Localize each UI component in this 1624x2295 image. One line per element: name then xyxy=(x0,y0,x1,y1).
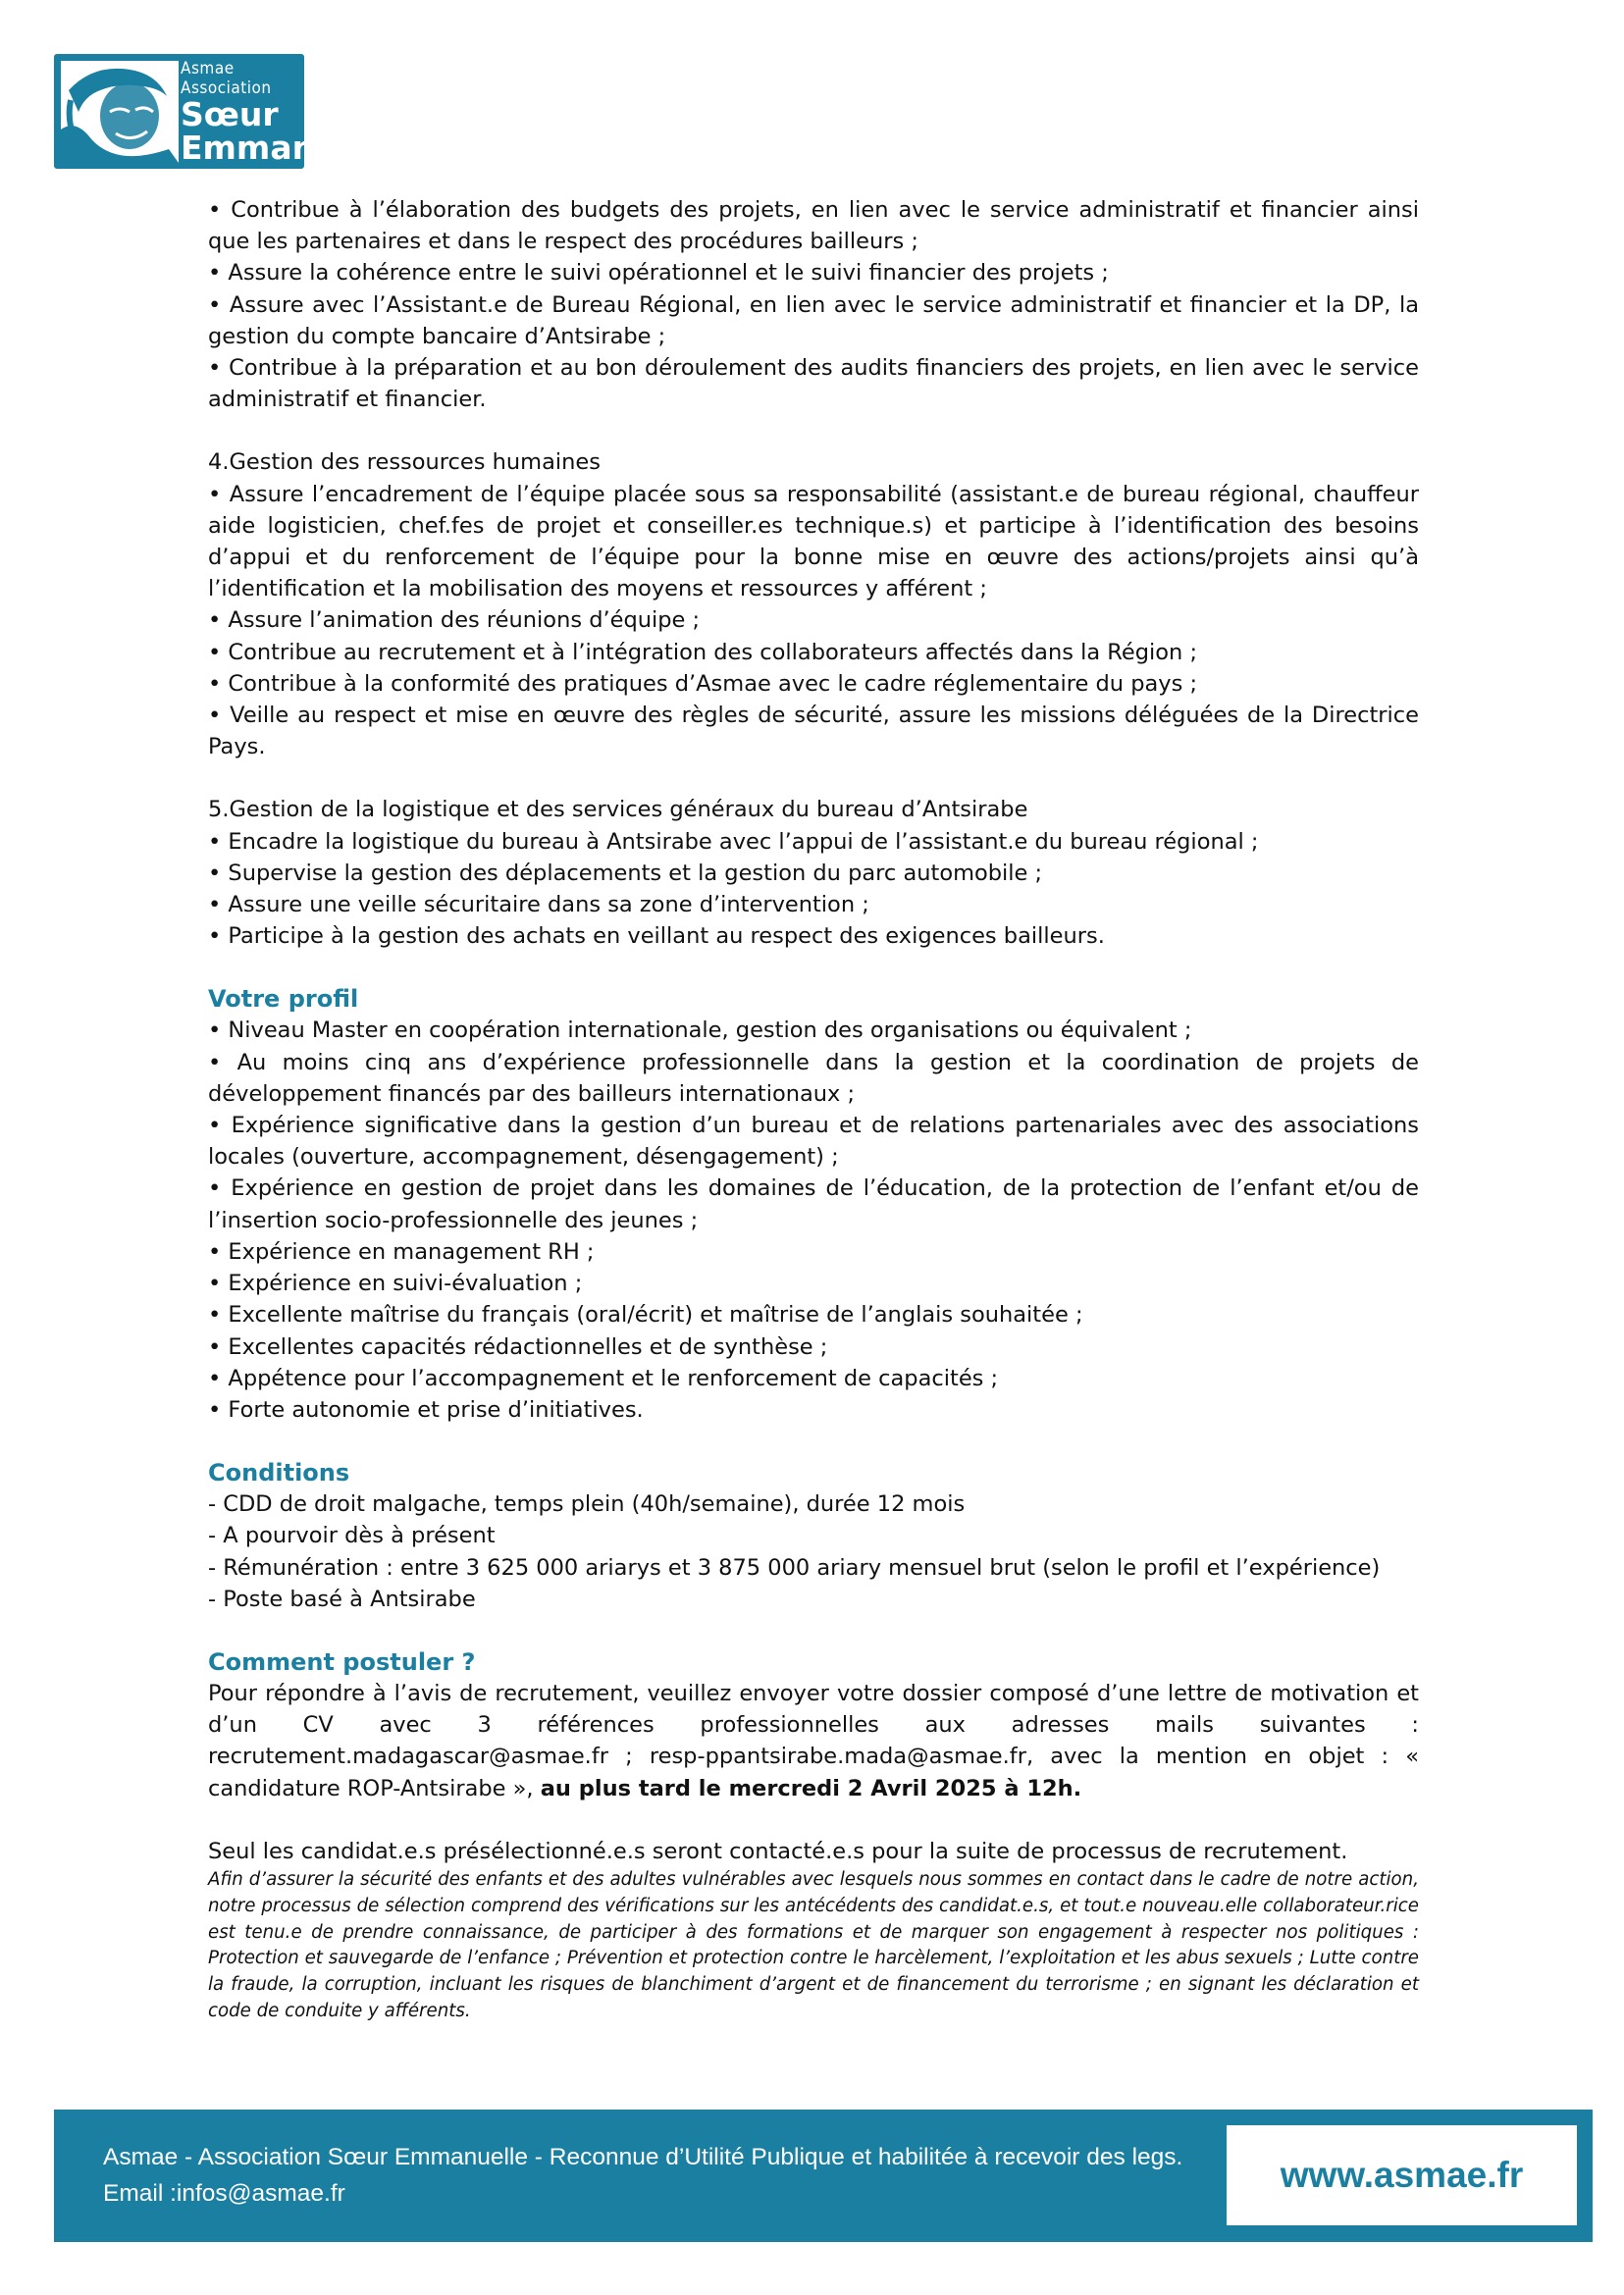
spacer xyxy=(208,415,1419,446)
footer-text xyxy=(103,2139,1182,2212)
intro-bullet: • Assure la cohérence entre le suivi opérationnel et le suivi financier des projets ; xyxy=(208,260,1109,287)
footer-bar xyxy=(54,2110,1593,2242)
footer-line-1: Asmae - Association Sœur Emmanuelle - Reconnue d’Utilité Publique et habilitée à recevoir des legs. xyxy=(103,2144,1183,2170)
conditions-item: - Rémunération : entre 3 625 000 ariarys et 3 875 000 ariary mensuel brut (selon le profil et l’expérience) xyxy=(208,1554,1381,1581)
section-4-title: 4.Gestion des ressources humaines xyxy=(208,449,601,476)
profil-item: • Excellente maîtrise du français (oral/écrit) et maîtrise de l’anglais souhaitée ; xyxy=(208,1302,1083,1329)
logo-portrait-image xyxy=(61,61,179,163)
section-4-item: • Veille au respect et mise en œuvre des règles de sécurité, assure les missions déléguées de la Directrice Pays. xyxy=(208,703,1419,760)
footer-email[interactable]: Email :infos@asmae.fr xyxy=(103,2180,345,2207)
logo-line-1: Asmae Association xyxy=(181,58,272,98)
logo-line-3: Emmanuelle xyxy=(181,128,404,167)
profil-item: • Expérience en management RH ; xyxy=(208,1238,595,1265)
preselection-note: Seul les candidat.e.s présélectionné.e.s seront contacté.e.s pour la suite de processus de recrutement. xyxy=(208,1838,1348,1864)
conditions-item: - A pourvoir dès à présent xyxy=(208,1523,496,1549)
intro-bullet: • Contribue à l’élaboration des budgets des projets, en lien avec le service administratif et financier ainsi que les partenaires et dans le respect des procédures bailleurs ; xyxy=(208,197,1419,255)
section-5-item: • Supervise la gestion des déplacements et la gestion du parc automobile ; xyxy=(208,860,1043,886)
intro-bullet: • Contribue à la préparation et au bon déroulement des audits financiers des projets, en lien avec le service administratif et financier. xyxy=(208,355,1419,413)
profil-heading: Votre profil xyxy=(208,985,359,1014)
profil-item: • Appétence pour l’accompagnement et le renforcement de capacités ; xyxy=(208,1365,999,1391)
postuler-paragraph xyxy=(208,1678,1419,1804)
profil-item: • Expérience en gestion de projet dans les domaines de l’éducation, de la protection de l’enfant et/ou de l’insertion socio-professionnelle des jeunes ; xyxy=(208,1175,1419,1233)
website-link[interactable]: www.asmae.fr xyxy=(1280,2155,1524,2195)
profil-item: • Forte autonomie et prise d’initiatives. xyxy=(208,1396,644,1423)
profil-item: • Expérience en suivi-évaluation ; xyxy=(208,1271,583,1297)
profil-item: • Niveau Master en coopération internationale, gestion des organisations ou équivalent ; xyxy=(208,1017,1192,1044)
profil-item: • Expérience significative dans la gestion d’un bureau et de relations partenariales avec des associations locales (ouverture, accompagnement, désengagement) ; xyxy=(208,1113,1419,1171)
section-4-item: • Contribue au recrutement et à l’intégration des collaborateurs affectés dans la Région ; xyxy=(208,639,1198,665)
postuler-heading: Comment postuler ? xyxy=(208,1647,476,1676)
section-5-item: • Assure une veille sécuritaire dans sa zone d’intervention ; xyxy=(208,892,869,918)
section-5-title: 5.Gestion de la logistique et des services généraux du bureau d’Antsirabe xyxy=(208,797,1028,823)
logo-text xyxy=(181,58,404,167)
conditions-item: - CDD de droit malgache, temps plein (40h/semaine), durée 12 mois xyxy=(208,1491,966,1518)
section-5-item: • Participe à la gestion des achats en veillant au respect des exigences bailleurs. xyxy=(208,923,1105,950)
section-4-item: • Assure l’animation des réunions d’équipe ; xyxy=(208,607,701,634)
footer-url-box xyxy=(1227,2125,1577,2225)
postuler-text: Pour répondre à l’avis de recrutement, veuillez envoyer votre dossier composé d’une lettre de motivation et d’un CV avec 3 références professionnelles aux adresses mails suivantes : recrutement.madagascar@asmae.fr ; resp-ppantsirabe.mada@asmae.fr, avec la mention en objet : « candidature ROP-Antsirabe », xyxy=(208,1680,1419,1801)
conditions-item: - Poste basé à Antsirabe xyxy=(208,1586,476,1612)
spacer xyxy=(208,1804,1419,1836)
spacer xyxy=(208,1615,1419,1646)
portrait-icon xyxy=(61,61,179,163)
section-4-item: • Assure l’encadrement de l’équipe placée sous sa responsabilité (assistant.e de bureau régional, chauffeur aide logisticien, chef.fes de projet et conseiller.es technique.s) et participe à l’identification des besoins d’appui et du renforcement de l’équipe pour la bonne mise en œuvre des actions/projets ainsi qu’à l’identification et la mobilisation des moyens et ressources y afférent ; xyxy=(208,481,1419,602)
asmae-logo xyxy=(54,54,404,169)
spacer xyxy=(208,1426,1419,1457)
spacer xyxy=(208,762,1419,794)
spacer xyxy=(208,952,1419,983)
profil-item: • Excellentes capacités rédactionnelles et de synthèse ; xyxy=(208,1333,828,1360)
safeguarding-note: Afin d’assurer la sécurité des enfants et des adultes vulnérables avec lesquels nous sommes en contact dans le cadre de notre action, notre processus de sélection comprend des vérifications sur les antécédents des candidat.e.s, et tout.e nouveau.elle collaborateur.rice est tenu.e de prendre connaissance, de participer à des formations et de marquer son engagement à respecter nos politiques : Protection et sauvegarde de l’enfance ; Prévention et protection contre le harcèlement, l’exploitation et les abus sexuels ; Lutte contre la fraude, la corruption, incluant les risques de blanchiment d’argent et de financement du terrorisme ; en signant les déclaration et code de conduite y afférents. xyxy=(208,1868,1419,2021)
intro-bullet: • Assure avec l’Assistant.e de Bureau Régional, en lien avec le service administratif et financier et la DP, la gestion du compte bancaire d’Antsirabe ; xyxy=(208,291,1419,349)
logo-line-2: Sœur xyxy=(181,94,279,133)
profil-item: • Au moins cinq ans d’expérience professionnelle dans la gestion et la coordination de projets de développement financés par des bailleurs internationaux ; xyxy=(208,1049,1419,1107)
section-4-item: • Contribue à la conformité des pratiques d’Asmae avec le cadre réglementaire du pays ; xyxy=(208,670,1198,697)
postuler-deadline: au plus tard le mercredi 2 Avril 2025 à 12h. xyxy=(540,1775,1082,1801)
document-body xyxy=(208,194,1419,2025)
conditions-heading: Conditions xyxy=(208,1459,350,1487)
section-5-item: • Encadre la logistique du bureau à Antsirabe avec l’appui de l’assistant.e du bureau régional ; xyxy=(208,828,1259,855)
